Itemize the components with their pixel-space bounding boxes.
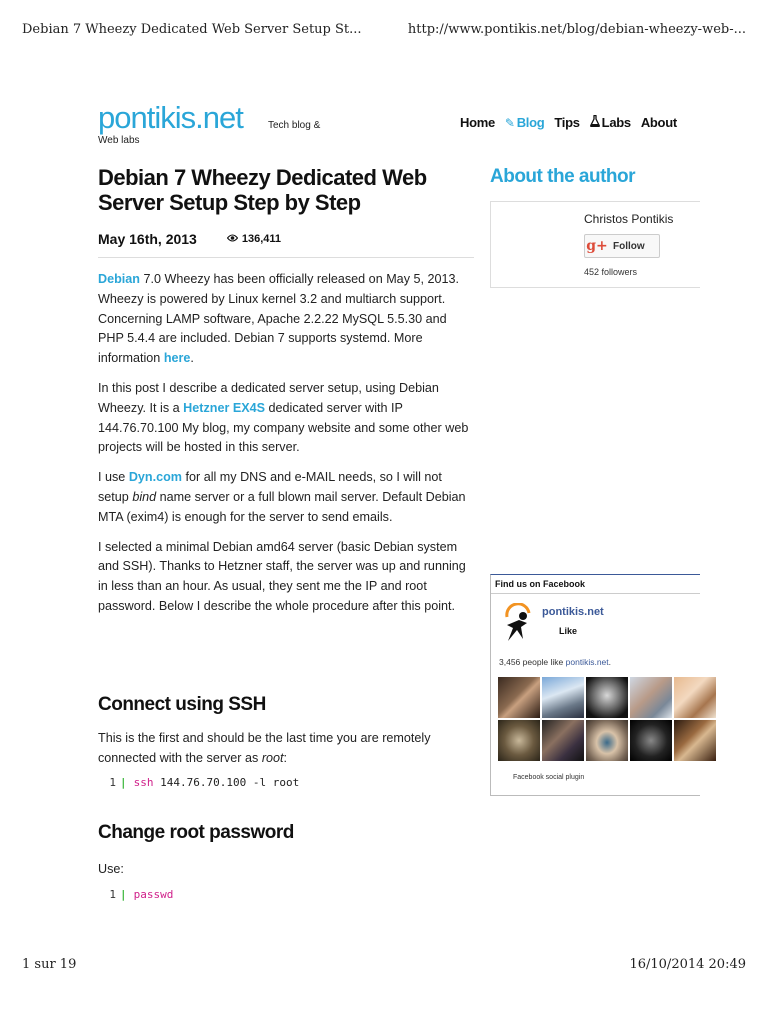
code-gutter-bar: | bbox=[120, 888, 127, 902]
facebook-count-link[interactable]: pontikis.net bbox=[565, 657, 609, 667]
facebook-like-count: 3,456 people like pontikis.net. bbox=[499, 657, 612, 667]
code-line-number: 1 bbox=[109, 888, 116, 902]
nav-item-home[interactable] bbox=[460, 115, 495, 130]
print-footer bbox=[22, 957, 746, 972]
fan-avatar[interactable] bbox=[630, 677, 672, 718]
main-nav bbox=[460, 115, 677, 130]
debian-link[interactable]: Debian bbox=[98, 272, 140, 286]
pontikis-logo-icon[interactable] bbox=[503, 603, 535, 643]
author-name[interactable]: Christos Pontikis bbox=[584, 212, 674, 226]
google-plus-icon: g+ bbox=[586, 238, 608, 254]
print-url: http://www.pontikis.net/blog/debian-wheezy-web-... bbox=[407, 22, 746, 37]
code-gutter-bar: | bbox=[120, 776, 127, 790]
fan-avatar[interactable] bbox=[542, 677, 584, 718]
facebook-widget-header: Find us on Facebook bbox=[491, 575, 700, 594]
code-command: passwd bbox=[133, 888, 174, 902]
nav-item-tips[interactable] bbox=[554, 115, 579, 130]
fan-avatar[interactable] bbox=[542, 720, 584, 761]
code-command: ssh bbox=[133, 776, 154, 790]
follow-label: Follow bbox=[613, 240, 645, 252]
nav-label-home: Home bbox=[460, 115, 495, 130]
fan-avatar[interactable] bbox=[674, 677, 716, 718]
about-author-title: About the author bbox=[490, 166, 636, 187]
post-meta bbox=[98, 231, 474, 258]
nav-item-blog[interactable] bbox=[505, 115, 544, 130]
facebook-widget bbox=[490, 574, 700, 796]
nav-label-labs: Labs bbox=[601, 115, 631, 130]
code-line-number: 1 bbox=[109, 776, 116, 790]
fan-avatar[interactable] bbox=[674, 720, 716, 761]
fan-avatar[interactable] bbox=[586, 677, 628, 718]
view-count-value: 136,411 bbox=[241, 233, 281, 245]
site-logo[interactable] bbox=[98, 100, 338, 146]
dyn-link[interactable]: Dyn.com bbox=[128, 470, 182, 485]
code-block-ssh bbox=[98, 776, 474, 789]
post-date: May 16th, 2013 bbox=[98, 231, 197, 247]
article-paragraph-3: I use Dyn.com for all my DNS and e-MAIL needs, so I will not setup bind name server or a full blown mail server. Default Debian MTA (exim4) is enough for the server to send emails. bbox=[98, 470, 466, 524]
nav-label-blog: Blog bbox=[516, 115, 545, 130]
section-password-text: Use: bbox=[98, 862, 124, 877]
fan-avatar[interactable] bbox=[498, 677, 540, 718]
site-name-link[interactable]: pontikis.net bbox=[98, 100, 243, 135]
site-tagline-line1: Tech blog & bbox=[268, 120, 321, 131]
gplus-follow-button[interactable] bbox=[584, 234, 660, 258]
nav-label-about: About bbox=[640, 115, 677, 130]
article bbox=[98, 165, 474, 901]
facebook-fan-grid bbox=[498, 677, 716, 761]
section-heading-root-password: Change root password bbox=[98, 822, 294, 844]
nav-item-labs[interactable] bbox=[590, 115, 631, 130]
author-widget bbox=[490, 201, 700, 288]
section-heading-ssh: Connect using SSH bbox=[98, 693, 266, 715]
section-ssh-text: This is the first and should be the last time you are remotely connected with the server as root: bbox=[98, 730, 431, 765]
article-title: Debian 7 Wheezy Dedicated Web Server Setup Step by Step bbox=[98, 165, 427, 215]
facebook-like-button[interactable]: Like bbox=[559, 626, 578, 636]
follower-count: 452 followers bbox=[584, 267, 638, 277]
code-block-passwd bbox=[98, 888, 474, 901]
fan-avatar[interactable] bbox=[630, 720, 672, 761]
pencil-icon: ✎ bbox=[504, 115, 515, 130]
facebook-page-name[interactable]: pontikis.net bbox=[542, 606, 604, 618]
fan-avatar[interactable] bbox=[586, 720, 628, 761]
article-paragraph-2: In this post I describe a dedicated server setup, using Debian Wheezy. It is a Hetzner EX4S dedicated server with IP 144.76.70.100 My blog, my company website and some other web projects will be hosted in this server. bbox=[98, 380, 469, 455]
here-link[interactable]: here bbox=[163, 351, 191, 366]
article-paragraph-1: Debian 7.0 Wheezy has been officially released on May 5, 2013. Wheezy is powered by Linux kernel 3.2 and multiarch support. Concerning LAMP software, Apache 2.2.22 MySQL 5.5.30 and PHP 5.4.4 are included. Debian 7 supports systemd. More information here. bbox=[98, 272, 460, 366]
code-arguments: 144.76.70.100 -l root bbox=[153, 776, 300, 790]
print-title: Debian 7 Wheezy Dedicated Web Server Setup St... bbox=[22, 22, 362, 37]
print-datetime: 16/10/2014 20:49 bbox=[629, 957, 746, 972]
hetzner-link[interactable]: Hetzner EX4S bbox=[183, 400, 266, 415]
fan-avatar[interactable] bbox=[498, 720, 540, 761]
site-tagline-line2: Web labs bbox=[98, 135, 140, 146]
eye-icon bbox=[227, 233, 238, 245]
flask-icon bbox=[590, 115, 600, 130]
view-count bbox=[227, 233, 281, 245]
nav-label-tips: Tips bbox=[554, 115, 580, 130]
facebook-plugin-label: Facebook social plugin bbox=[513, 774, 585, 781]
article-paragraph-4: I selected a minimal Debian amd64 server (basic Debian system and SSH). Thanks to Hetzner staff, the server was up and running in less than an hour. As usual, they sent me the IP and root password. Below I describe the whole procedure after this point. bbox=[98, 539, 466, 613]
nav-item-about[interactable] bbox=[641, 115, 677, 130]
print-page-number: 1 sur 19 bbox=[22, 957, 77, 972]
print-header bbox=[22, 22, 746, 37]
